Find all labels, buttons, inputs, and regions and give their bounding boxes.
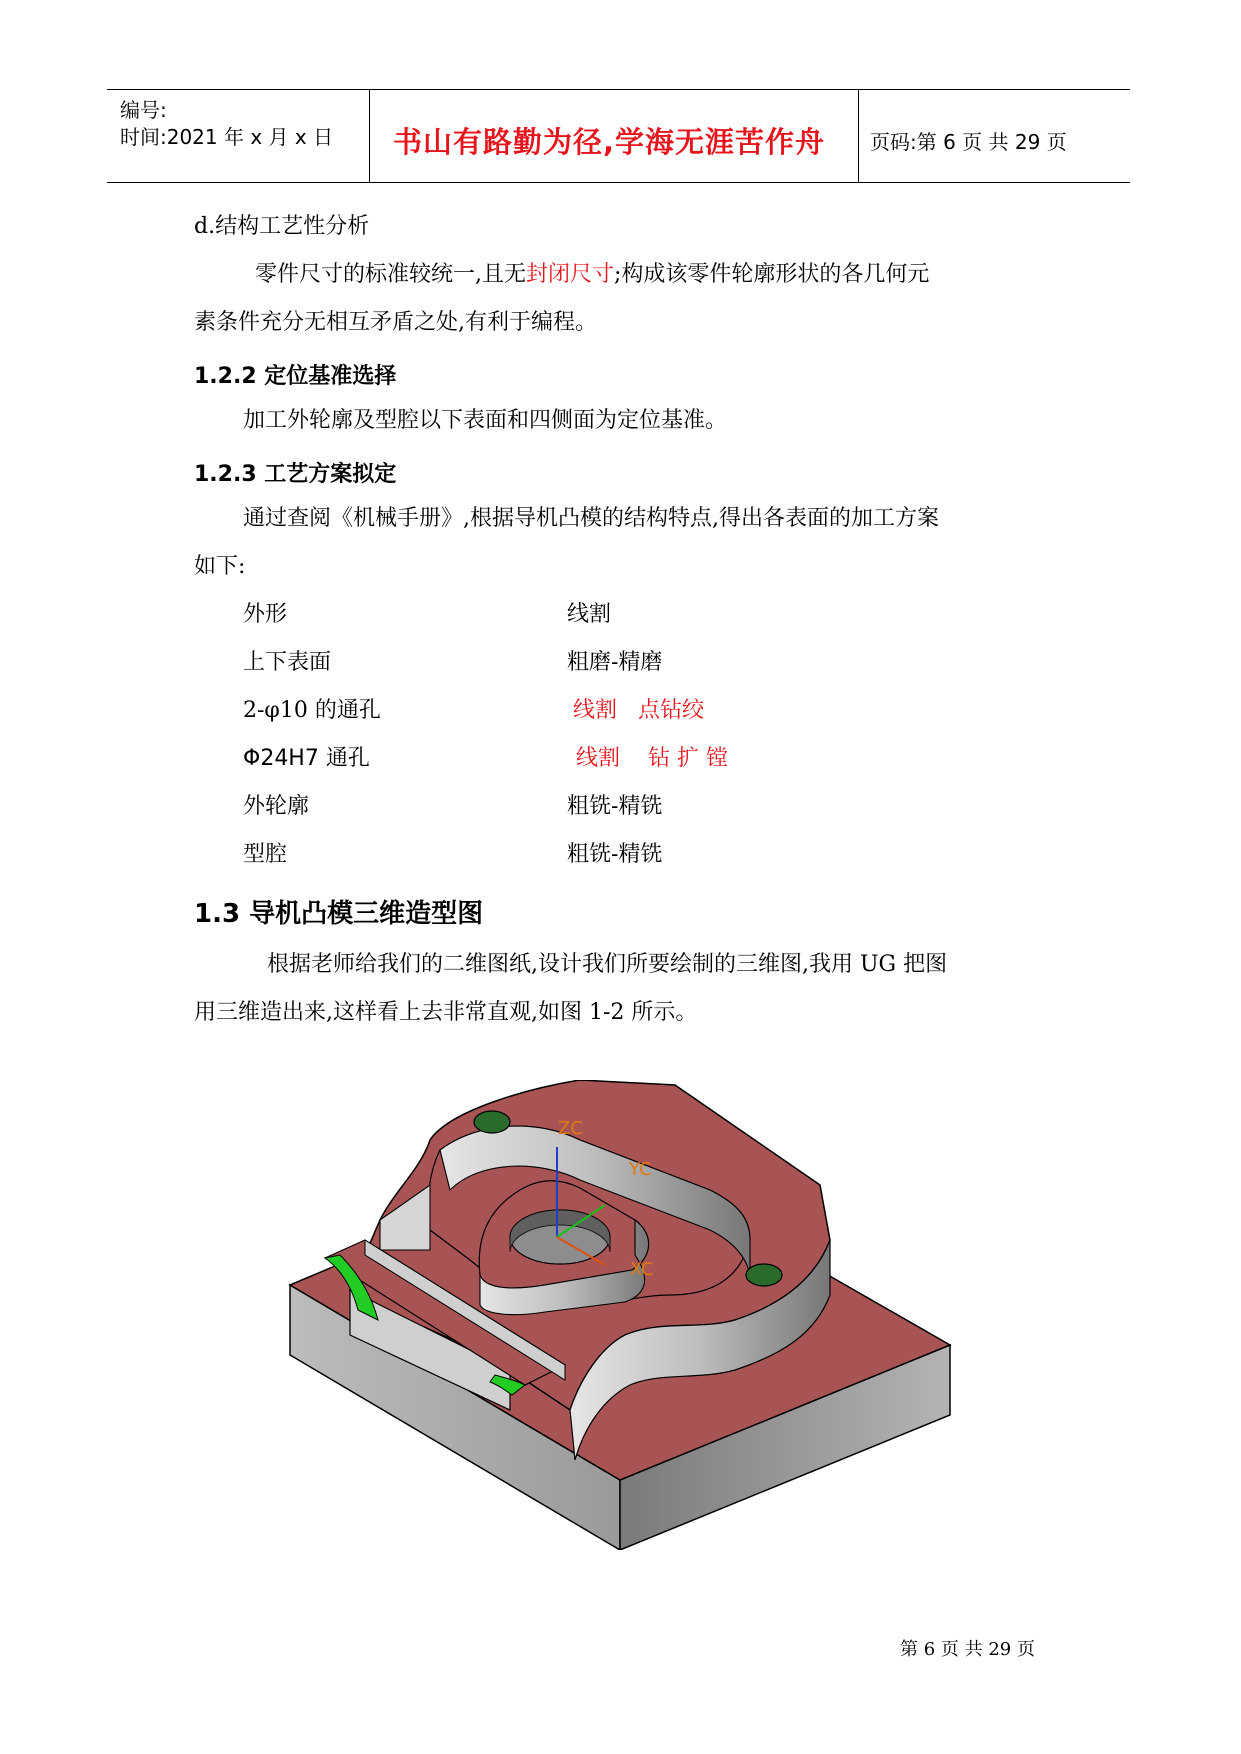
section-d-text-b: ;构成该零件轮廓形状的各几何元 <box>614 262 930 287</box>
section-d-paragraph-line1 <box>255 251 929 299</box>
process-row-feature: 上下表面 <box>243 650 332 675</box>
axis-x-label: XC <box>630 1259 654 1280</box>
section-123-heading: 1.2.3 工艺方案拟定 <box>194 462 397 487</box>
axis-z-label: ZC <box>558 1118 583 1139</box>
section-122-text: 加工外轮廓及型腔以下表面和四侧面为定位基准。 <box>243 408 728 433</box>
section-d-title: d.结构工艺性分析 <box>194 214 370 239</box>
header-bottom-rule <box>107 182 1130 183</box>
process-row-feature: 外轮廓 <box>243 794 310 819</box>
process-row-method: 线割 钻 扩 镗 <box>576 746 728 771</box>
section-13-text-line2: 用三维造出来,这样看上去非常直观,如图 1-2 所示。 <box>194 1000 698 1025</box>
header-top-rule <box>107 89 1130 90</box>
section-13-heading: 1.3 导机凸模三维造型图 <box>194 899 484 929</box>
process-row-feature: Φ24H7 通孔 <box>243 746 370 771</box>
section-122-heading: 1.2.2 定位基准选择 <box>194 364 397 389</box>
page-footer: 第 6 页 共 29 页 <box>900 1639 1035 1660</box>
pin-hole-right <box>746 1264 782 1286</box>
section-123-text-line2: 如下: <box>194 554 246 579</box>
axis-y-label: YC <box>629 1159 652 1180</box>
section-13-text-line1: 根据老师给我们的二维图纸,设计我们所要绘制的三维图,我用 UG 把图 <box>267 952 948 977</box>
header-motto: 书山有路勤为径,学海无涯苦作舟 <box>393 125 826 159</box>
header-page-label: 页码:第 6 页 共 29 页 <box>870 130 1067 154</box>
header-divider-left <box>369 90 370 183</box>
header-number-label: 编号: <box>120 98 167 122</box>
header-time-label: 时间:2021 年 x 月 x 日 <box>120 125 334 149</box>
header-divider-right <box>858 90 859 183</box>
process-row-method: 线割 点钻绞 <box>573 698 704 723</box>
process-row-method: 粗铣-精铣 <box>567 794 663 819</box>
process-row-feature: 外形 <box>243 602 288 627</box>
section-d-text-red: 封闭尺寸 <box>526 262 615 287</box>
section-d-paragraph-line2: 素条件充分无相互矛盾之处,有利于编程。 <box>194 310 597 335</box>
process-row-method: 线割 <box>567 602 612 627</box>
punch-3d-model-figure <box>280 1080 980 1550</box>
section-123-text-line1: 通过查阅《机械手册》,根据导机凸模的结构特点,得出各表面的加工方案 <box>243 506 939 531</box>
pin-hole-top <box>474 1111 510 1133</box>
process-row-method: 粗磨-精磨 <box>567 650 663 675</box>
process-row-method: 粗铣-精铣 <box>567 842 663 867</box>
section-d-text-a: 零件尺寸的标准较统一,且无 <box>255 262 526 287</box>
process-row-feature: 型腔 <box>243 842 288 867</box>
process-row-feature: 2-φ10 的通孔 <box>243 698 381 723</box>
